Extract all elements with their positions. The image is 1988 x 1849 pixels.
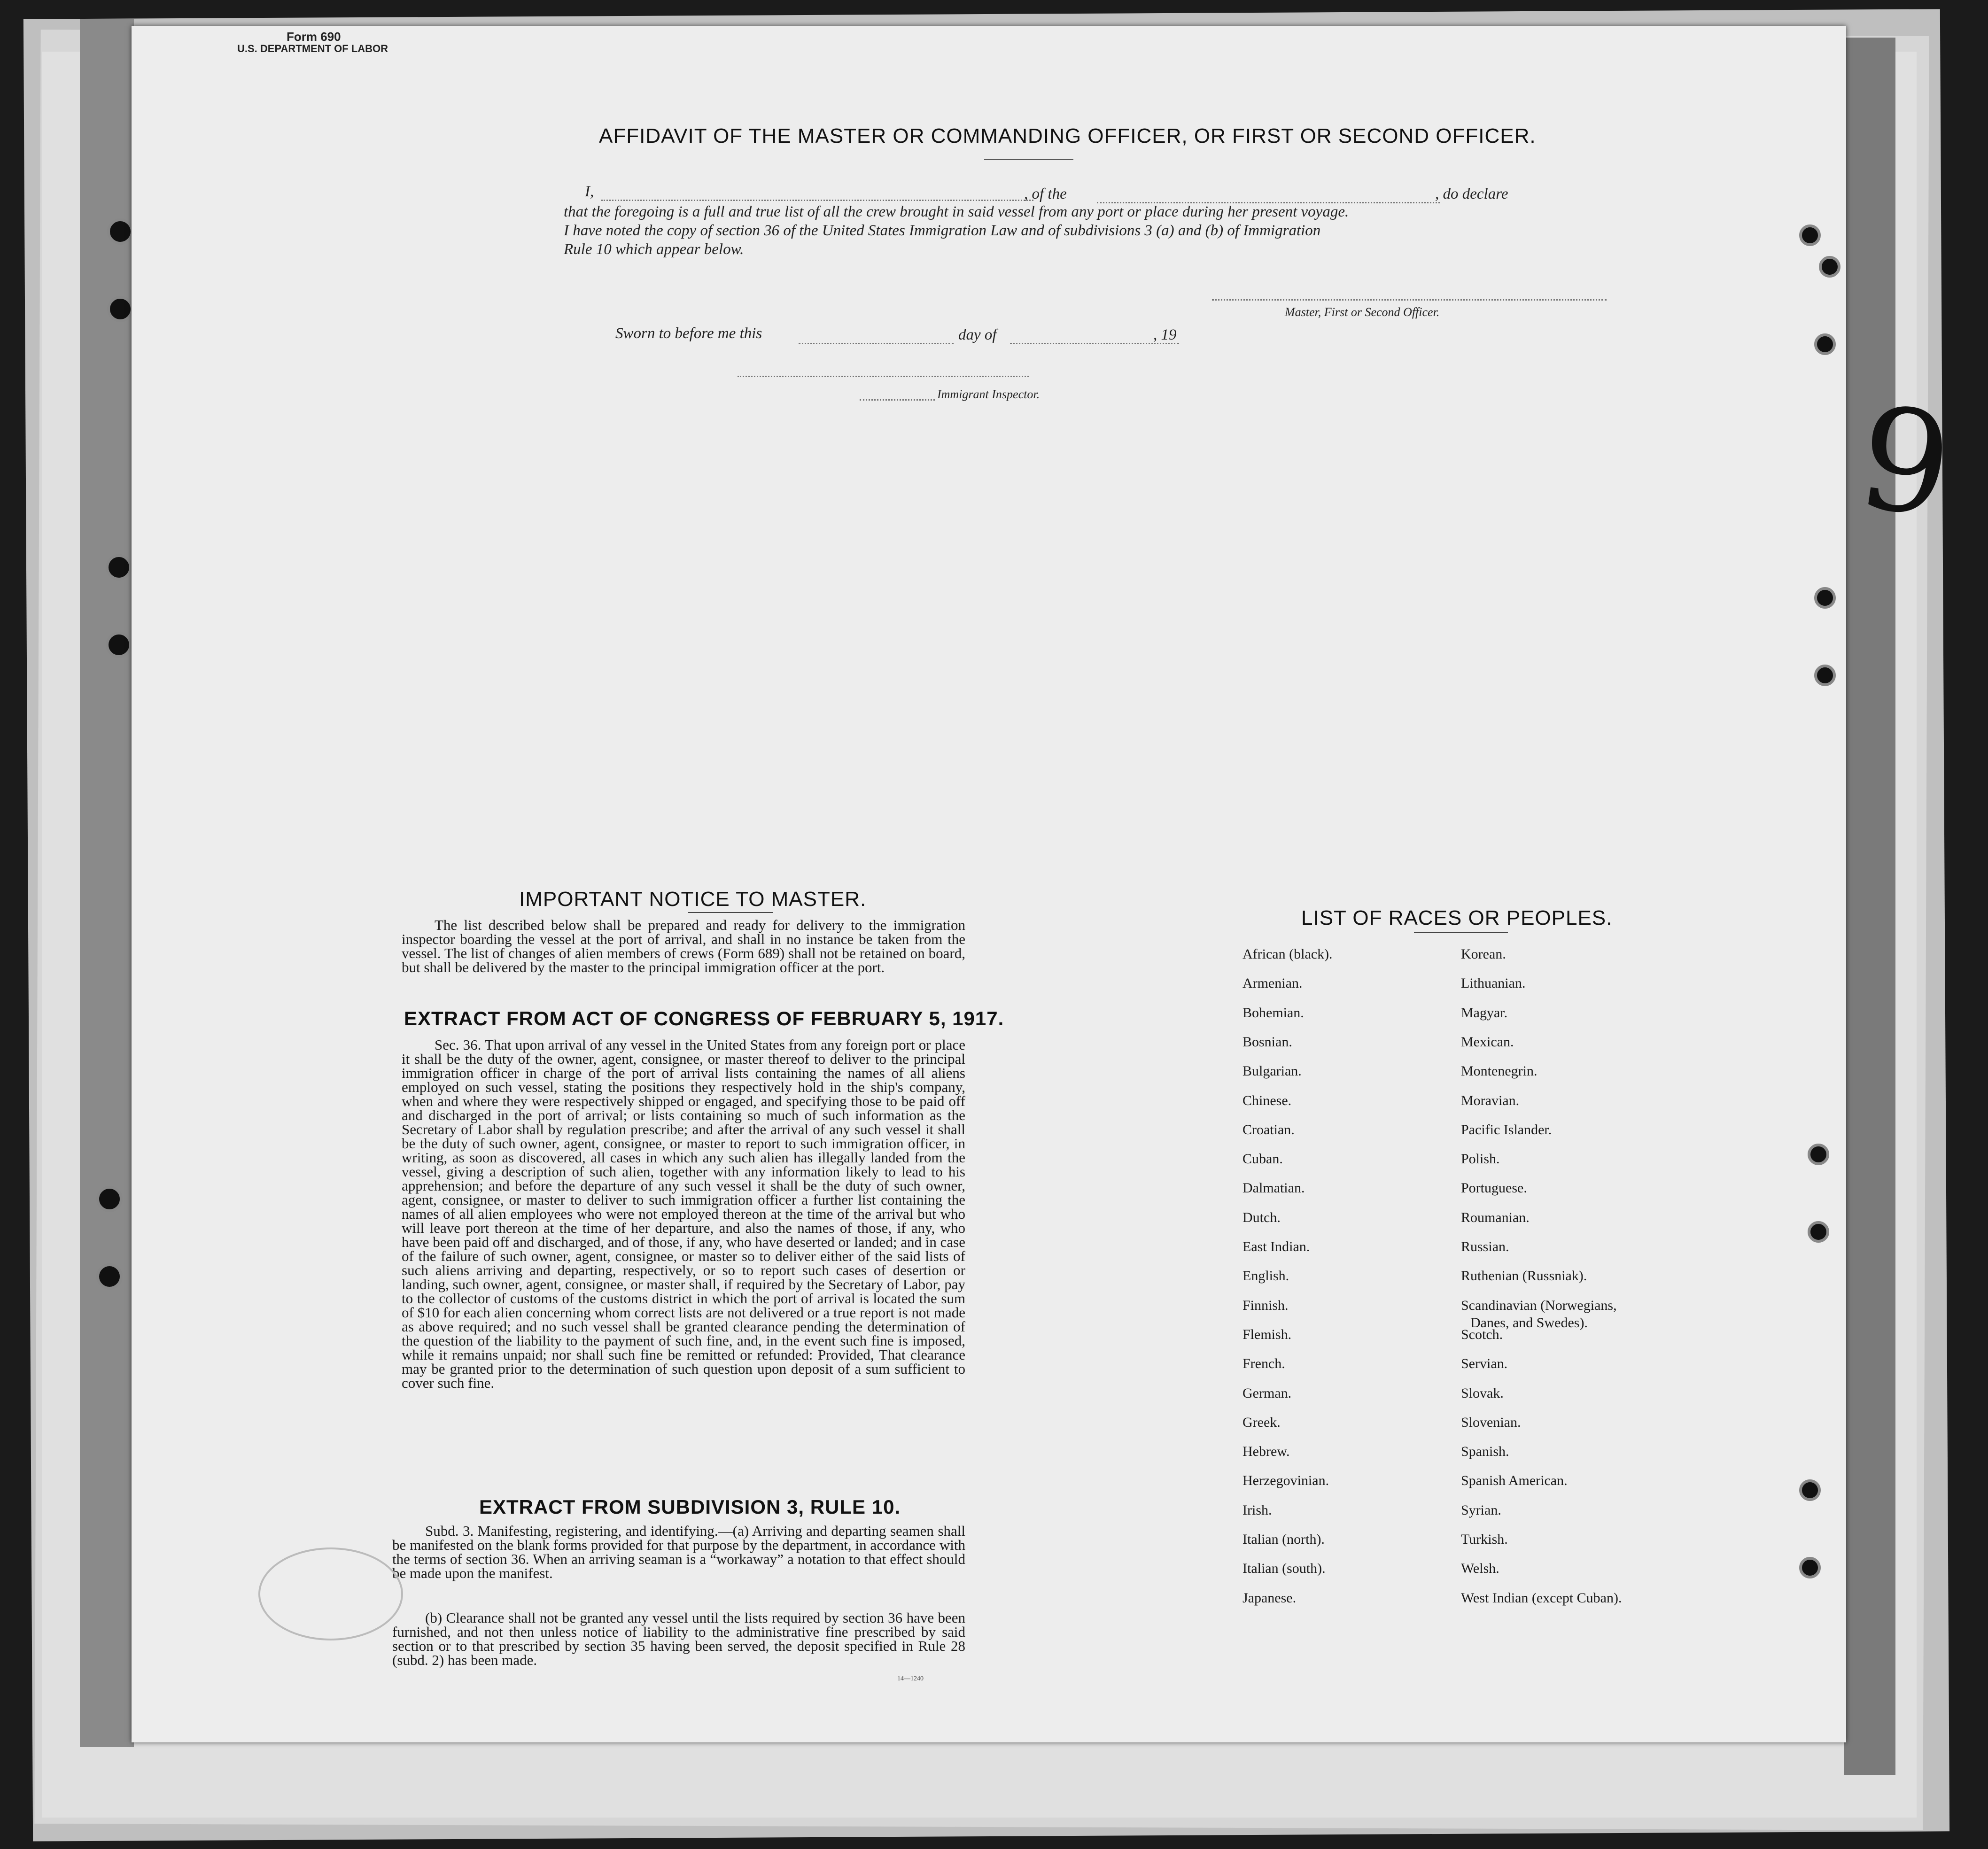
race-item: Scotch. xyxy=(1461,1326,1503,1342)
binder-hole xyxy=(1814,333,1836,355)
inspector-label: Immigrant Inspector. xyxy=(937,387,1040,401)
binder-hole xyxy=(1814,665,1836,686)
race-item: Bohemian. xyxy=(1242,1005,1304,1021)
binder-hole xyxy=(96,1186,123,1212)
binder-hole xyxy=(1799,1479,1821,1501)
race-item: Montenegrin. xyxy=(1461,1063,1538,1079)
rule-extract-para-a xyxy=(392,1524,965,1580)
inspector-signature-line xyxy=(738,376,1029,377)
race-item: Greek. xyxy=(1242,1414,1281,1430)
form-page xyxy=(132,26,1846,1742)
affidavit-line2: that the foregoing is a full and true list of all the crew brought in said vessel from any port or place during her present voyage. xyxy=(564,203,1349,220)
affidavit-line4: Rule 10 which appear below. xyxy=(564,241,744,258)
race-item: Welsh. xyxy=(1461,1561,1499,1577)
races-title: LIST OF RACES OR PEOPLES. xyxy=(1301,906,1613,929)
races-rule xyxy=(1414,932,1508,933)
race-item: Japanese. xyxy=(1242,1590,1297,1606)
binder-hole xyxy=(106,554,132,580)
race-item: Lithuanian. xyxy=(1461,975,1526,991)
binder-hole xyxy=(1799,1557,1821,1578)
sworn-day-of: day of xyxy=(958,326,997,343)
race-item: Bulgarian. xyxy=(1242,1063,1302,1079)
margin-note: 9 xyxy=(1849,375,1961,550)
notice-title: IMPORTANT NOTICE TO MASTER. xyxy=(519,888,867,911)
race-item: Herzegovinian. xyxy=(1242,1473,1329,1489)
race-item: Flemish. xyxy=(1242,1326,1292,1342)
act-extract-body xyxy=(402,1038,965,1390)
faded-stamp xyxy=(258,1547,403,1640)
race-item: Cuban. xyxy=(1242,1151,1283,1167)
affidavit-line3: I have noted the copy of section 36 of the United States Immigration Law and of subdivisions 3 (a) and (b) of Immigration xyxy=(564,222,1321,239)
binder-hole xyxy=(96,1263,123,1290)
race-item: Slovak. xyxy=(1461,1385,1504,1401)
master-signature-label: Master, First or Second Officer. xyxy=(1285,305,1440,319)
race-item: Magyar. xyxy=(1461,1005,1508,1021)
print-code: 14—1240 xyxy=(897,1675,924,1682)
race-item: Chinese. xyxy=(1242,1092,1292,1108)
master-signature-line xyxy=(1212,299,1607,301)
race-item: Spanish American. xyxy=(1461,1473,1568,1489)
sworn-prefix: Sworn to before me this xyxy=(615,325,762,342)
race-item: Dutch. xyxy=(1242,1209,1281,1225)
race-item: Hebrew. xyxy=(1242,1444,1290,1460)
binding-edge xyxy=(80,19,134,1747)
binder-hole xyxy=(1799,224,1821,246)
race-item: Russian. xyxy=(1461,1239,1509,1254)
department-label: U.S. DEPARTMENT OF LABOR xyxy=(237,43,388,54)
inspector-dot-leader xyxy=(860,399,935,401)
binder-hole xyxy=(1808,1144,1829,1165)
rule-extract-title: EXTRACT FROM SUBDIVISION 3, RULE 10. xyxy=(479,1496,901,1518)
race-item: Italian (south). xyxy=(1242,1561,1326,1577)
act-extract-text: Sec. 36. That upon arrival of any vessel in the United States from any foreign port or place it shall be the duty of the owner, agent, consignee, or master thereof to deliver to the principal immigration officer in charge of the port of arrival lists containing the names of all aliens employed on such vessel, stating the positions they respectively hold in the ship's company, when and where they were respectively shipped or engaged, and specifying those to be paid off and discharged in the port of arrival; or lists containing so much of such information as the Secretary of Labor shall by regulation prescribe; and after the arrival of any such vessel it shall be the duty of such owner, agent, consignee, or master to report to such immigration officer, in writing, as soon as discovered, all cases in which any such alien has illegally landed from the vessel, giving a description of such alien, together with any information likely to lead to his apprehension; and before the departure of any such vessel it shall be the duty of such owner, agent, consignee, or master to deliver to such immigration officer a further list containing the names of all alien employees who were not employed thereon at the time of the arrival but who will leave port thereon at the time of her departure, and also the names of those, if any, who have been paid off and discharged, and of those, if any, who have deserted or landed; and in case of the failure of such owner, agent, consignee, or master so to deliver either of the said lists of such aliens arriving and departing, respectively, or so to report such cases of desertion or landing, such owner, agent, consignee, or master shall, if required by the Secretary of Labor, pay to the collector of customs of the customs district in which the port of arrival is located the sum of $10 for each alien concerning whom correct lists are not delivered or a true report is not made as above required; and no such vessel shall be granted clearance pending the determination of the question of the liability to the payment of such fine, and, in the event such fine is imposed, while it remains unpaid; nor shall such fine be remitted or refunded: Provided, That clearance may be granted prior to the determination of such question upon deposit of a sum sufficient to cover such fine. xyxy=(402,1037,965,1391)
race-item: Dalmatian. xyxy=(1242,1180,1305,1196)
sworn-year: , 19 xyxy=(1153,326,1177,343)
race-scandinavian-cont: Danes, and Swedes). xyxy=(1470,1315,1588,1331)
race-item: Pacific Islander. xyxy=(1461,1122,1552,1137)
act-extract-title: EXTRACT FROM ACT OF CONGRESS OF FEBRUARY 5, 1917. xyxy=(404,1007,1004,1029)
name-blank xyxy=(601,200,1033,201)
rule-extract-para-b-text: (b) Clearance shall not be granted any vessel until the lists required by section 36 have been furnished, and not then unless notice of liability to the administrative fine prescribed by said section or to that prescribed by section 35 having been served, the deposit specified in Rule 28 (subd. 2) has been made. xyxy=(392,1609,965,1668)
race-item: Croatian. xyxy=(1242,1122,1295,1137)
binder-hole xyxy=(1808,1221,1829,1243)
binder-hole xyxy=(107,296,133,322)
notice-body xyxy=(402,918,965,975)
race-item: Ruthenian (Russniak). xyxy=(1461,1268,1587,1284)
binder-hole xyxy=(1819,256,1840,278)
page-stack-edge xyxy=(1844,38,1895,1775)
race-item: Korean. xyxy=(1461,946,1506,962)
race-item: Polish. xyxy=(1461,1151,1500,1167)
binder-hole xyxy=(107,218,133,245)
race-item: Servian. xyxy=(1461,1356,1508,1372)
binder-hole xyxy=(1814,587,1836,609)
notice-body-text: The list described below shall be prepared and ready for delivery to the immigration inspector boarding the vessel at the port of arrival, and shall in no instance be taken from the vessel. The list of changes of alien members of crews (Form 689) shall not be retained on board, but shall be delivered by the master to the principal immigration officer at the port. xyxy=(402,917,965,975)
race-item: East Indian. xyxy=(1242,1239,1310,1254)
race-item: Bosnian. xyxy=(1242,1034,1292,1050)
race-item: Spanish. xyxy=(1461,1444,1509,1460)
race-item: Moravian. xyxy=(1461,1092,1520,1108)
affidavit-i: I, xyxy=(585,183,594,200)
race-item: Turkish. xyxy=(1461,1532,1508,1547)
binder-hole xyxy=(106,632,132,658)
form-number: Form 690 xyxy=(287,30,341,44)
rule-extract-para-a-text: Subd. 3. Manifesting, registering, and identifying.—(a) Arriving and departing seamen shall be manifested on the blank forms provided for that purpose by the department, in accordance with the terms of section 36. When an arriving seaman is a “workaway” a notation to that effect should be made upon the manifest. xyxy=(392,1523,965,1581)
race-item: Roumanian. xyxy=(1461,1209,1530,1225)
race-item: West Indian (except Cuban). xyxy=(1461,1590,1622,1606)
race-item: German. xyxy=(1242,1385,1292,1401)
affidavit-of-the: , of the xyxy=(1024,186,1067,202)
race-item: Italian (north). xyxy=(1242,1532,1325,1547)
title-rule xyxy=(984,159,1073,160)
race-item: Mexican. xyxy=(1461,1034,1514,1050)
race-item: Scandinavian (Norwegians, xyxy=(1461,1297,1617,1313)
affidavit-declare: , do declare xyxy=(1435,186,1508,202)
race-item: Armenian. xyxy=(1242,975,1303,991)
notice-rule xyxy=(688,912,773,913)
race-item: Finnish. xyxy=(1242,1297,1289,1313)
day-blank xyxy=(799,343,954,344)
race-item: Irish. xyxy=(1242,1502,1272,1518)
race-item: English. xyxy=(1242,1268,1289,1284)
rule-extract-para-b xyxy=(392,1611,965,1667)
affidavit-title: AFFIDAVIT OF THE MASTER OR COMMANDING OFFICER, OR FIRST OR SECOND OFFICER. xyxy=(599,124,1536,147)
race-item: Portuguese. xyxy=(1461,1180,1527,1196)
race-item: French. xyxy=(1242,1356,1285,1372)
race-item: Slovenian. xyxy=(1461,1414,1521,1430)
race-item: African (black). xyxy=(1242,946,1333,962)
race-item: Syrian. xyxy=(1461,1502,1501,1518)
